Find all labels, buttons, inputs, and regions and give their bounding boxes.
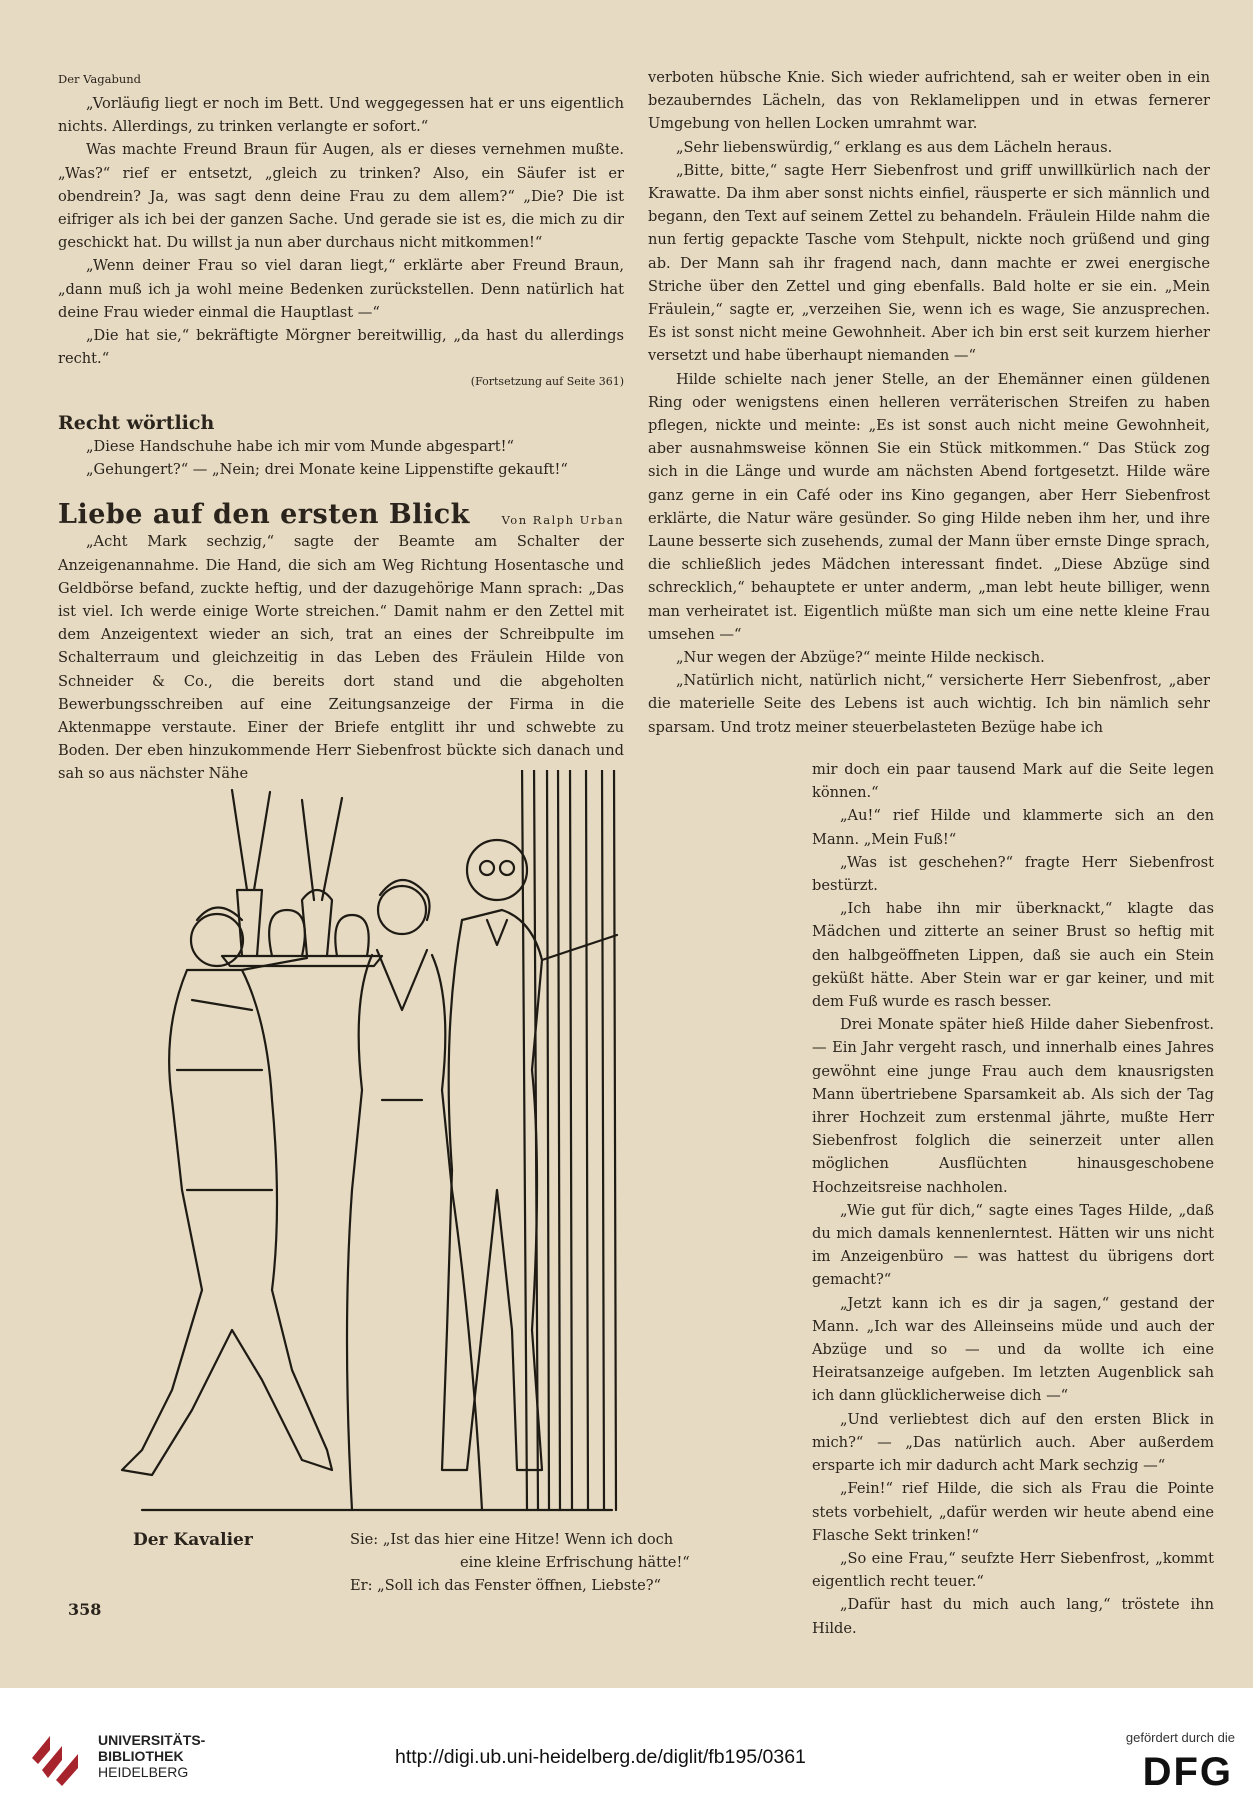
story-paragraph: Drei Monate später hieß Hilde daher Siebenfrost. — Ein Jahr vergeht rasch, und innerhalb eines Jahres gewöhnt eine junge Frau auch dem knausrigsten Mann übertriebene Sparsamkeit ab. Als sich der Tag ihrer Hochzeit zum erstenmal jährte, mußte Herr Siebenfrost folglich die seinerzeit unter allen möglichen Ausflüchten hinausgeschobene Hochzeitsreise nachholen. bbox=[812, 1016, 1214, 1196]
caption-title: Der Kavalier bbox=[133, 1530, 253, 1550]
institution-line: HEIDELBERG bbox=[98, 1764, 189, 1780]
story-paragraph: „Ich habe ihn mir überknackt,“ klagte das Mädchen und zitterte an seiner Brust so heftig mit den halbgeöffneten Lippen, daß sie auch ein Stein geküßt hätte. Aber Stein war er gar keiner, und mit dem Fuß wurde es rasch besser. bbox=[812, 900, 1214, 1011]
story-paragraph: „Acht Mark sechzig,“ sagte der Beamte am Schalter der Anzeigenannahme. Die Hand, die sich am Weg Richtung Hosentasche und Geldbörse befand, zuckte heftig, und der dazugehörige Mann sprach: „Das ist viel. Ich werde einige Worte streichen.“ Damit nahm er den Zettel mit dem Anzeigentext wieder an sich, trat an eines der Schreibpulte im Schalterraum und gleichzeitig in das Leben des Fräulein Hilde von Schneider & Co., die bereits dort stand und die abgeholten Bewerbungsschreiben auf eine Zeitungsanzeige der Firma in die Aktenmappe verstaute. Einer der Briefe entglitt ihr und schwebte zu Boden. Der eben hinzukommende Herr Siebenfrost bückte sich danach und sah so aus nächster Nähe bbox=[58, 533, 624, 783]
right-column-top bbox=[648, 66, 1210, 739]
story-paragraph: „Nur wegen der Abzüge?“ meinte Hilde neckisch. bbox=[676, 649, 1045, 667]
story-paragraph: „Dafür hast du mich auch lang,“ tröstete ihn Hilde. bbox=[812, 1596, 1214, 1637]
institution-line: UNIVERSITÄTS- bbox=[98, 1732, 206, 1748]
page-number: 358 bbox=[68, 1600, 102, 1619]
story-paragraph: „Wie gut für dich,“ sagte eines Tages Hilde, „daß du mich damals kennenlerntest. Hätten wir uns nicht im Anzeigenbüro — was hattest du übrigens dort gemacht?“ bbox=[812, 1201, 1214, 1289]
recht-line: „Diese Handschuhe habe ich mir vom Munde abgespart!“ bbox=[86, 437, 514, 455]
university-library-logo-icon bbox=[28, 1728, 88, 1788]
source-url-link[interactable]: http://digi.ub.uni-heidelberg.de/diglit/fb195/0361 bbox=[395, 1746, 806, 1768]
caption-dialogue bbox=[350, 1528, 710, 1597]
recht-line: „Gehungert?“ — „Nein; drei Monate keine Lippenstifte gekauft!“ bbox=[86, 461, 568, 479]
story-paragraph: „Sehr liebenswürdig,“ erklang es aus dem Lächeln heraus. bbox=[676, 138, 1113, 156]
right-column-narrow bbox=[812, 758, 1214, 1640]
story-paragraph: mir doch ein paar tausend Mark auf die Seite legen können.“ bbox=[812, 761, 1214, 802]
caption-line: eine kleine Erfrischung hätte!“ bbox=[460, 1554, 690, 1571]
story-paragraph: „Was ist geschehen?“ fragte Herr Siebenfrost bestürzt. bbox=[812, 853, 1214, 895]
running-head: Der Vagabund bbox=[58, 72, 142, 86]
story-paragraph: „So eine Frau,“ seufzte Herr Siebenfrost, „kommt eigentlich recht teuer.“ bbox=[812, 1549, 1214, 1591]
dfg-logo: DFG bbox=[1142, 1750, 1233, 1794]
paragraph: „Die hat sie,“ bekräftigte Mörgner bereitwillig, „da hast du allerdings recht.“ bbox=[58, 327, 624, 368]
byline: Von Ralph Urban bbox=[501, 513, 624, 528]
story-paragraph: „Fein!“ rief Hilde, die sich als Frau die Pointe stets vorbehielt, „dafür werden wir heute abend eine Flasche Sekt trinken!“ bbox=[812, 1480, 1214, 1544]
institution-name bbox=[98, 1732, 205, 1780]
story-paragraph: „Natürlich nicht, natürlich nicht,“ versicherte Herr Siebenfrost, „aber die materielle Seite des Lebens ist auch wichtig. Ich bin nämlich sehr sparsam. Und trotz meiner steuerbelasteten Bezüge habe ich bbox=[648, 672, 1210, 736]
caption-line: Er: „Soll ich das Fenster öffnen, Liebste?“ bbox=[350, 1577, 662, 1594]
paragraph: „Vorläufig liegt er noch im Bett. Und weggegessen hat er uns eigentlich nichts. Allerdings, zu trinken verlangte er sofort.“ bbox=[58, 95, 624, 136]
illustration-der-kavalier bbox=[102, 770, 620, 1540]
continuation-note: (Fortsetzung auf Seite 361) bbox=[470, 375, 624, 389]
story-paragraph: verboten hübsche Knie. Sich wieder aufrichtend, sah er weiter oben in ein bezauberndes Lächeln, das von Reklamelippen und in etwas fernerer Umgebung von hellen Locken umrahmt war. bbox=[648, 69, 1210, 133]
paragraph: Was machte Freund Braun für Augen, als er dieses vernehmen mußte. „Was?“ rief er entsetzt, „gleich zu trinken? Also, ein Säufer ist er obendrein? Ja, was sagt denn deine Frau zu dem allem?“ „Die? Die ist eifriger als ich bei der ganzen Sache. Und gerade sie ist es, die mich zu dir geschickt hat. Du willst ja nun aber durchaus nicht mitkommen!“ bbox=[58, 141, 624, 252]
story-paragraph: Hilde schielte nach jener Stelle, an der Ehemänner einen güldenen Ring oder wenigstens einen helleren verräterischen Streifen zu haben pflegen, nickte und meinte: „Es ist sonst auch nicht meine Gewohnheit, aber ausnahmsweise können Sie ein Stück mitkommen.“ Das Stück zog sich in die Länge und wurde am nächsten Abend fortgesetzt. Hilde wäre ganz gerne in ein Café oder ins Kino gegangen, aber Herr Siebenfrost erklärte, die Natur wäre gesünder. So ging Hilde neben ihm her, und ihre Laune besserte sich zusehends, zumal der Mann über ernste Dinge sprach, die schließlich jedes Mädchen interessant findet. „Diese Abzüge sind schrecklich,“ behauptete er unter anderm, „man lebt heute billiger, wenn man verheiratet ist. Eigentlich müßte man sich um eine nette kleine Frau umsehen —“ bbox=[648, 370, 1210, 643]
story-paragraph: „Au!“ rief Hilde und klammerte sich an den Mann. „Mein Fuß!“ bbox=[812, 807, 1214, 848]
story-paragraph: „Bitte, bitte,“ sagte Herr Siebenfrost und griff unwillkürlich nach der Krawatte. Da ihm aber sonst nichts einfiel, räusperte er sich männlich und begann, den Text auf seinem Zettel zu behandeln. Fräulein Hilde nahm die nun fertig gepackte Tasche vom Stehpult, nickte noch grüßend und ging ab. Der Mann sah ihr fragend nach, dann machte er zwei energische Striche über den Zettel und ging ebenfalls. Bald holte er sie ein. „Mein Fräulein,“ sagte er, „verzeihen Sie, wenn ich es wage, Sie anzusprechen. Es ist sonst nicht meine Gewohnheit. Aber ich bin erst seit kurzem hierher versetzt und habe überhaupt niemanden —“ bbox=[648, 161, 1210, 365]
story-title: Liebe auf den ersten Blick bbox=[58, 499, 470, 531]
funding-note: gefördert durch die bbox=[1125, 1730, 1235, 1745]
digitization-footer bbox=[0, 1688, 1253, 1805]
left-column-top bbox=[58, 92, 624, 786]
caption-line: Sie: „Ist das hier eine Hitze! Wenn ich doch bbox=[350, 1531, 674, 1548]
recht-heading: Recht wörtlich bbox=[58, 411, 215, 434]
institution-line: BIBLIOTHEK bbox=[98, 1748, 184, 1764]
paragraph: „Wenn deiner Frau so viel daran liegt,“ erklärte aber Freund Braun, „dann muß ich ja wohl meine Bedenken zurückstellen. Denn natürlich hat deine Frau wieder einmal die Hauptlast —“ bbox=[58, 257, 624, 321]
story-paragraph: „Jetzt kann ich es dir ja sagen,“ gestand der Mann. „Ich war des Alleinseins müde und auch der Abzüge und so — und da wollte ich eine Heiratsanzeige aufgeben. Im letzten Augenblick sah ich dann glücklicherweise dich —“ bbox=[812, 1294, 1214, 1405]
story-paragraph: „Und verliebtest dich auf den ersten Blick in mich?“ — „Das natürlich auch. Aber außerdem ersparte ich mir dadurch acht Mark sechzig —“ bbox=[812, 1410, 1214, 1475]
